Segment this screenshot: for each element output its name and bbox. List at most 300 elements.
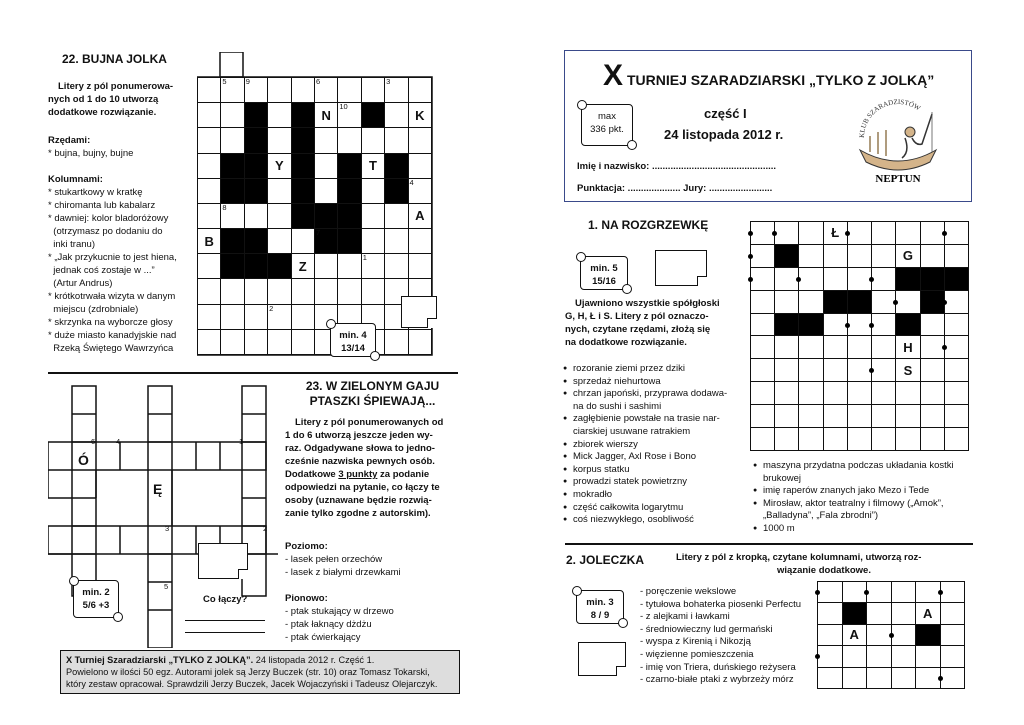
g22-number: 7 (315, 228, 321, 238)
g22-cell[interactable] (198, 103, 221, 128)
g22-black-cell (314, 203, 337, 228)
g22-black-cell (244, 153, 267, 178)
g22-letter: A (415, 208, 425, 224)
g1-cell[interactable] (751, 244, 775, 267)
g22-number: 4 (409, 177, 414, 187)
g1-cell[interactable] (775, 336, 799, 359)
g22-cell[interactable] (408, 128, 431, 153)
g22-black-cell (244, 128, 267, 153)
g1-cell[interactable] (847, 428, 871, 451)
g22-cell[interactable] (314, 153, 337, 178)
g22-cell[interactable] (198, 78, 221, 103)
g22-cell[interactable] (198, 178, 221, 203)
g2-cell[interactable] (891, 646, 916, 667)
g22-cell[interactable] (408, 203, 431, 228)
g1-cell[interactable] (847, 244, 871, 267)
g1-black-cell (920, 267, 944, 290)
g1-cell[interactable] (847, 313, 871, 336)
g22-cell[interactable] (244, 78, 267, 103)
g22-black-cell (338, 178, 361, 203)
g22-letter: Z (298, 258, 307, 274)
g22-number: 3 (386, 77, 391, 86)
g1-cell[interactable] (847, 382, 871, 405)
g22-black-cell (221, 178, 244, 203)
g2-cell[interactable] (818, 667, 843, 688)
g2-cell[interactable] (916, 667, 941, 688)
g1-cell[interactable] (775, 290, 799, 313)
g22-cell[interactable] (408, 78, 431, 103)
section-title-23: 23. W ZIELONYM GAJU PTASZKI ŚPIEWAJĄ... (305, 379, 440, 408)
g1-cell[interactable] (751, 267, 775, 290)
g1-cell[interactable] (799, 359, 823, 382)
g22-cell[interactable] (198, 203, 221, 228)
g1-cell[interactable] (823, 382, 847, 405)
g22-cell[interactable] (408, 329, 431, 354)
g1-cell[interactable] (847, 222, 871, 245)
num-23-1: 1 (239, 437, 244, 446)
g1-cell[interactable] (847, 359, 871, 382)
g1-cell[interactable] (751, 313, 775, 336)
g1-cell[interactable] (944, 359, 968, 382)
g22-cell[interactable] (198, 254, 221, 279)
g2-dot (815, 590, 820, 595)
g1-cell[interactable] (823, 359, 847, 382)
g2-cell[interactable] (867, 582, 892, 603)
crossword-1 (750, 221, 970, 451)
g1-cell[interactable] (823, 313, 847, 336)
divider-right (565, 543, 973, 545)
header-title: TURNIEJ SZARADZIARSKI „TYLKO Z JOLKĄ” (627, 72, 935, 88)
g22-cell[interactable] (268, 153, 291, 178)
g1-cell[interactable] (823, 244, 847, 267)
g22-cell[interactable] (314, 254, 337, 279)
g1-cell[interactable] (751, 382, 775, 405)
date-label: 24 listopada 2012 r. (664, 127, 784, 142)
g22-cell[interactable] (221, 103, 244, 128)
g22-cell[interactable] (244, 329, 267, 354)
g1-cell[interactable] (823, 428, 847, 451)
g2-cell[interactable] (867, 624, 892, 645)
g22-black-cell (338, 203, 361, 228)
intro-2: Litery z pól z kropką, czytane kolumnami, utworzą roz- wiązanie dodatkowe. (676, 552, 922, 576)
g2-cell[interactable] (842, 646, 867, 667)
g22-cell[interactable] (198, 229, 221, 254)
name-field[interactable]: Imię i nazwisko: ............................................... (577, 161, 777, 172)
answer-line-1[interactable] (185, 620, 265, 621)
club-logo (850, 92, 946, 188)
points-scroll-1: min. 5 15/16 (580, 256, 628, 290)
g22-letter: K (415, 107, 425, 123)
g2-cell[interactable] (940, 667, 965, 688)
g22-cell[interactable] (221, 279, 244, 304)
g22-cell[interactable] (314, 78, 337, 103)
g22-cell[interactable] (291, 229, 314, 254)
g22-cell[interactable] (291, 304, 314, 329)
g1-cell[interactable] (944, 405, 968, 428)
g22-cell[interactable] (338, 78, 361, 103)
g22-cell[interactable] (385, 329, 408, 354)
g22-black-cell (361, 103, 384, 128)
g2-cell[interactable] (891, 603, 916, 624)
g22-cell[interactable] (198, 304, 221, 329)
g2-dot (815, 654, 820, 659)
g1-black-cell (847, 290, 871, 313)
g1-cell[interactable] (896, 336, 920, 359)
answer-box-1[interactable] (655, 250, 707, 286)
part-label: część I (704, 106, 747, 121)
crossword-2 (817, 581, 967, 691)
g1-cell[interactable] (847, 336, 871, 359)
g2-cell[interactable] (891, 624, 916, 645)
g1-cell[interactable] (799, 405, 823, 428)
num-23-2: 2 (263, 524, 268, 533)
g22-number: 5 (222, 77, 227, 86)
clues-23: Poziomo: - lasek pełen orzechów - lasek z białymi drzewkami Pionowo: - ptak stukający w drzewo - ptak łaknący dżdżu - ptak ćwierkający (285, 541, 401, 643)
g1-cell[interactable] (944, 336, 968, 359)
g1-cell[interactable] (944, 222, 968, 245)
g1-cell[interactable] (896, 244, 920, 267)
g1-black-cell (775, 244, 799, 267)
g1-letter: G (902, 248, 913, 264)
g22-cell[interactable] (268, 78, 291, 103)
num-23-5: 5 (164, 582, 169, 591)
g22-letter: N (321, 107, 331, 123)
g22-cell[interactable] (268, 203, 291, 228)
g1-cell[interactable] (799, 428, 823, 451)
g1-cell[interactable] (823, 405, 847, 428)
clues-1-right: ● maszyna przydatna podczas układania kostki brukowej ● imię raperów znanych jako Mezo i Tede ● Mirosław, aktor teatralny i filmowy („Amok”, „Balladyna”, „Fala zbrodni”) ● 1000 m (753, 460, 973, 536)
footer-box: X Turniej Szaradziarski „TYLKO Z JOLKĄ”. 24 listopada 2012 r. Część 1. Powielono w ilości 50 egz. Autorami jolek są Jerzy Buczek (str. 10) oraz Tomasz Tokarski, który zestaw opracował. Sprawdzili Jerzy Buczek, Jacek Wojaczyński i Tadeusz Olejarczyk. (60, 650, 460, 694)
g22-cell[interactable] (385, 254, 408, 279)
g1-cell[interactable] (944, 313, 968, 336)
g1-cell[interactable] (872, 382, 896, 405)
g2-cell[interactable] (940, 646, 965, 667)
g22-cell[interactable] (361, 178, 384, 203)
g1-cell[interactable] (896, 405, 920, 428)
g1-cell[interactable] (799, 290, 823, 313)
g22-black-cell (221, 229, 244, 254)
g22-cell[interactable] (268, 178, 291, 203)
g22-cell[interactable] (198, 153, 221, 178)
g2-dot (938, 676, 943, 681)
svg-text:NEPTUN: NEPTUN (875, 173, 921, 185)
g22-black-cell (244, 178, 267, 203)
g22-cell[interactable] (291, 279, 314, 304)
g1-cell[interactable] (847, 405, 871, 428)
g22-cell[interactable] (408, 178, 431, 203)
g1-black-cell (823, 290, 847, 313)
g2-cell[interactable] (867, 646, 892, 667)
g22-black-cell (291, 103, 314, 128)
g1-letter: Ł (831, 225, 840, 241)
divider (48, 372, 458, 374)
g22-cell[interactable] (385, 128, 408, 153)
g2-cell[interactable] (842, 667, 867, 688)
g22-cell[interactable] (385, 229, 408, 254)
g22-cell[interactable] (385, 103, 408, 128)
g2-cell[interactable] (916, 646, 941, 667)
g1-cell[interactable] (799, 222, 823, 245)
letter-23-E: Ę (153, 481, 163, 497)
g1-dot (942, 345, 947, 350)
g1-cell[interactable] (751, 336, 775, 359)
g22-cell[interactable] (361, 254, 384, 279)
g22-cell[interactable] (198, 329, 221, 354)
g22-black-cell (291, 153, 314, 178)
g1-cell[interactable] (872, 359, 896, 382)
g22-cell[interactable] (408, 254, 431, 279)
g1-cell[interactable] (823, 222, 847, 245)
num-23-4: 4 (116, 437, 121, 446)
g1-dot (869, 368, 874, 373)
g22-cell[interactable] (361, 128, 384, 153)
g1-cell[interactable] (872, 336, 896, 359)
score-field[interactable]: Punktacja: .................... Jury: ........................ (577, 183, 773, 194)
g1-cell[interactable] (872, 428, 896, 451)
g22-cell[interactable] (361, 153, 384, 178)
g22-cell[interactable] (244, 304, 267, 329)
g1-dot (748, 231, 753, 236)
g22-cell[interactable] (198, 128, 221, 153)
g22-number: 6 (315, 77, 321, 86)
g1-cell[interactable] (920, 382, 944, 405)
g2-cell[interactable] (818, 582, 843, 603)
g1-cell[interactable] (872, 290, 896, 313)
g22-cell[interactable] (221, 78, 244, 103)
g1-cell[interactable] (775, 405, 799, 428)
points-scroll-2: min. 3 8 / 9 (576, 590, 624, 624)
g1-cell[interactable] (920, 244, 944, 267)
g1-cell[interactable] (944, 428, 968, 451)
g2-cell[interactable] (916, 603, 941, 624)
g22-cell[interactable] (361, 229, 384, 254)
g1-cell[interactable] (775, 382, 799, 405)
g22-black-cell (244, 229, 267, 254)
g22-cell[interactable] (268, 279, 291, 304)
g1-cell[interactable] (896, 359, 920, 382)
g1-cell[interactable] (775, 222, 799, 245)
g22-cell[interactable] (408, 103, 431, 128)
g1-cell[interactable] (896, 382, 920, 405)
g22-cell[interactable] (385, 203, 408, 228)
g22-cell[interactable] (408, 229, 431, 254)
intro-1: Ujawniono wszystkie spółgłoski G, H, Ł i S. Litery z pól oznaczo- nych, czytane rzędami, złożą się na dodatkowe rozwiązanie. (565, 298, 720, 348)
g1-cell[interactable] (847, 267, 871, 290)
g1-cell[interactable] (799, 244, 823, 267)
g1-cell[interactable] (872, 244, 896, 267)
g22-black-cell (291, 128, 314, 153)
g2-cell[interactable] (867, 603, 892, 624)
g1-black-cell (775, 313, 799, 336)
g22-black-cell (338, 229, 361, 254)
g1-cell[interactable] (872, 267, 896, 290)
g1-cell[interactable] (920, 222, 944, 245)
g22-cell[interactable] (221, 128, 244, 153)
g1-cell[interactable] (872, 405, 896, 428)
g2-cell[interactable] (940, 624, 965, 645)
g2-cell[interactable] (818, 624, 843, 645)
g1-dot (893, 300, 898, 305)
g2-dot (864, 590, 869, 595)
g1-black-cell (920, 290, 944, 313)
g2-cell[interactable] (867, 667, 892, 688)
g22-cell[interactable] (221, 203, 244, 228)
g22-cell[interactable] (314, 178, 337, 203)
g22-black-cell (244, 103, 267, 128)
g22-letter: T (368, 158, 377, 174)
g1-letter: S (903, 362, 913, 378)
g1-cell[interactable] (896, 428, 920, 451)
g2-cell[interactable] (940, 582, 965, 603)
g22-cell[interactable] (338, 279, 361, 304)
g1-cell[interactable] (872, 222, 896, 245)
g22-number: 8 (222, 202, 227, 212)
g1-cell[interactable] (920, 359, 944, 382)
answer-box-23[interactable] (198, 543, 248, 579)
g1-cell[interactable] (872, 313, 896, 336)
answer-box-22[interactable] (401, 296, 437, 328)
g1-cell[interactable] (751, 222, 775, 245)
g1-black-cell (799, 313, 823, 336)
g2-dot (938, 590, 943, 595)
g22-black-cell (221, 254, 244, 279)
num-23-3: 3 (165, 524, 170, 533)
g1-dot (845, 323, 850, 328)
g22-black-cell (338, 153, 361, 178)
g1-cell[interactable] (944, 290, 968, 313)
g1-cell[interactable] (799, 382, 823, 405)
g22-black-cell (314, 229, 337, 254)
g1-dot (748, 277, 753, 282)
g22-cell[interactable] (291, 254, 314, 279)
g1-cell[interactable] (896, 290, 920, 313)
max-scroll: max 336 pkt. (581, 104, 633, 146)
g1-cell[interactable] (751, 428, 775, 451)
g1-cell[interactable] (799, 267, 823, 290)
g1-cell[interactable] (920, 405, 944, 428)
g1-letter: H (903, 339, 913, 355)
g22-number: 2 (269, 303, 274, 313)
svg-text:KLUB SZARADZISTÓW: KLUB SZARADZISTÓW (857, 97, 922, 139)
g1-cell[interactable] (799, 336, 823, 359)
g2-cell[interactable] (891, 667, 916, 688)
g22-cell[interactable] (408, 153, 431, 178)
g22-cell[interactable] (314, 103, 337, 128)
g22-cell[interactable] (268, 128, 291, 153)
g22-cell[interactable] (291, 78, 314, 103)
g1-cell[interactable] (751, 359, 775, 382)
g1-dot (772, 231, 777, 236)
g1-dot (869, 277, 874, 282)
g2-cell[interactable] (842, 582, 867, 603)
g22-number: 9 (245, 77, 250, 86)
g22-cell[interactable] (268, 304, 291, 329)
g1-cell[interactable] (920, 428, 944, 451)
section-title-22: 22. BUJNA JOLKA (62, 52, 167, 66)
g22-letter: Y (275, 158, 284, 174)
g2-cell[interactable] (916, 582, 941, 603)
g2-cell[interactable] (842, 624, 867, 645)
g22-cell[interactable] (385, 78, 408, 103)
g22-black-cell (221, 153, 244, 178)
g1-black-cell (944, 267, 968, 290)
g22-black-cell (291, 203, 314, 228)
g1-cell[interactable] (751, 405, 775, 428)
g22-cell[interactable] (338, 103, 361, 128)
g1-dot (796, 277, 801, 282)
g2-cell[interactable] (818, 646, 843, 667)
clues-2: - poręczenie wekslowe - tytułowa bohaterka piosenki Perfectu - z alejkami i ławkami - średniowieczny lud germański - wyspa z Kirenią i Nikozją - więzienne pomieszczenia - imię von Triera, duńskiego reżysera - czarno-białe ptaki z wybrzeży mórz (640, 586, 802, 686)
g1-cell[interactable] (775, 359, 799, 382)
g22-cell[interactable] (198, 279, 221, 304)
g22-cell[interactable] (338, 128, 361, 153)
letter-23-O: Ó (78, 452, 89, 468)
g22-cell[interactable] (268, 329, 291, 354)
section-title-2: 2. JOLECZKA (566, 553, 645, 567)
g22-cell[interactable] (268, 229, 291, 254)
g1-cell[interactable] (775, 428, 799, 451)
g1-dot (942, 300, 947, 305)
g1-dot (845, 231, 850, 236)
g2-cell[interactable] (940, 603, 965, 624)
g1-cell[interactable] (944, 382, 968, 405)
g1-cell[interactable] (823, 267, 847, 290)
g22-cell[interactable] (268, 103, 291, 128)
g2-dot (889, 633, 894, 638)
answer-box-2[interactable] (578, 642, 626, 676)
intro-23: Litery z pól ponumerowanych od 1 do 6 utworzą jeszcze jeden wy- raz. Odgadywane słowa to jedno- cześnie nazwiska pewnych osób. Dodatkowe 3 punkty za podanie odpowiedzi na pytanie, co łączy te osoby (uznawane będzie rozwią- zanie tylko zgodne z autorskim). (285, 417, 444, 519)
g22-cell[interactable] (361, 78, 384, 103)
g22-cell[interactable] (314, 279, 337, 304)
g22-cell[interactable] (221, 304, 244, 329)
clues-22: Rzędami: * bujna, bujny, bujne Kolumnami: * stukartkowy w kratkę * chiromanta lub kabalarz * dawniej: kolor bladoróżowy (otrzymasz po dodaniu do inki tranu) * „Jak przykucnie to jest hiena, jednak coś zostaje w ...” (Artur Andrus) * krótkotrwała wizyta w danym miejscu (zdrobniale) * skrzynka na wyborcze głosy * duże miasto kanadyjskie nad Rzeką Świętego Wawrzyńca (48, 135, 177, 354)
g22-black-cell (385, 153, 408, 178)
g1-cell[interactable] (896, 222, 920, 245)
g2-black-cell (916, 624, 941, 645)
g1-black-cell (896, 313, 920, 336)
g1-black-cell (896, 267, 920, 290)
g22-cell[interactable] (314, 128, 337, 153)
g1-cell[interactable] (944, 244, 968, 267)
g2-letter: A (849, 627, 859, 643)
g22-cell[interactable] (338, 254, 361, 279)
g22-cell[interactable] (244, 203, 267, 228)
g22-black-cell (385, 178, 408, 203)
g22-cell[interactable] (361, 203, 384, 228)
g1-cell[interactable] (775, 267, 799, 290)
g22-number: 10 (339, 102, 348, 112)
g22-black-cell (291, 178, 314, 203)
question-23: Co łączy? (203, 594, 248, 605)
g22-cell[interactable] (291, 329, 314, 354)
g1-cell[interactable] (920, 336, 944, 359)
points-scroll-23: min. 2 5/6 +3 (73, 580, 119, 618)
g22-letter: B (204, 233, 214, 249)
g22-cell[interactable] (244, 279, 267, 304)
g1-cell[interactable] (823, 336, 847, 359)
g22-black-cell (268, 254, 291, 279)
g22-cell[interactable] (221, 329, 244, 354)
g2-cell[interactable] (818, 603, 843, 624)
answer-line-2[interactable] (185, 632, 265, 633)
clues-1-left: ● rozoranie ziemi przez dziki ● sprzedaż niehurtowa ● chrzan japoński, przyprawa dodawa- na do sushi i sashimi ● zagłębienie powstałe na trasie nar- ciarskiej usuwane ratrakiem ● zbiorek wierszy ● Mick Jagger, Axl Rose i Bono ● korpus statku ● prowadzi statek powietrzny ● mokradło ● część całkowita logarytmu ● coś niezwykłego, osobliwość (563, 363, 735, 527)
g22-cell[interactable] (361, 279, 384, 304)
g2-black-cell (842, 603, 867, 624)
g1-cell[interactable] (920, 313, 944, 336)
big-x: X (603, 59, 624, 92)
g2-cell[interactable] (891, 582, 916, 603)
g1-cell[interactable] (751, 290, 775, 313)
